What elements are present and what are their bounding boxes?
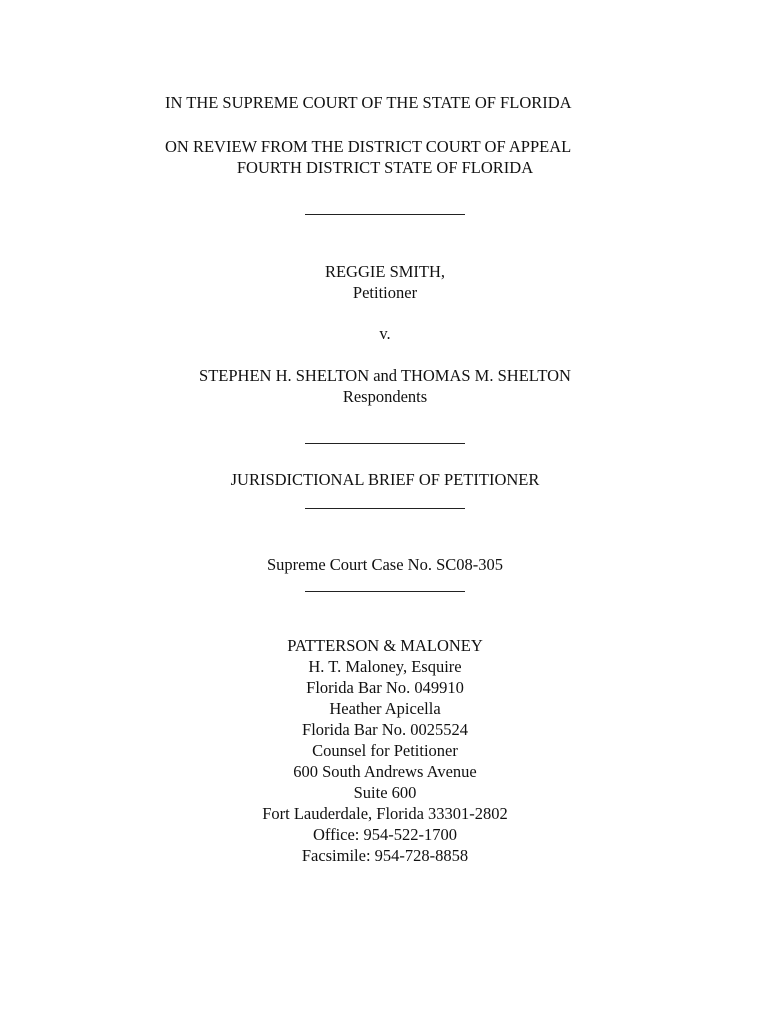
review-line-2: FOURTH DISTRICT STATE OF FLORIDA xyxy=(236,158,534,177)
counsel-line: H. T. Maloney, Esquire xyxy=(308,657,462,676)
versus-label: v. xyxy=(379,324,391,343)
counsel-line: Heather Apicella xyxy=(329,699,441,718)
counsel-firm: PATTERSON & MALONEY xyxy=(287,636,483,655)
counsel-line: 600 South Andrews Avenue xyxy=(293,762,477,781)
separator-rule-1 xyxy=(305,214,465,215)
separator-rule-3 xyxy=(305,508,465,509)
petitioner-role: Petitioner xyxy=(352,283,418,302)
counsel-line: Office: 954-522-1700 xyxy=(312,825,458,844)
respondent-role: Respondents xyxy=(342,387,428,406)
counsel-line: Fort Lauderdale, Florida 33301-2802 xyxy=(262,804,508,823)
counsel-line: Suite 600 xyxy=(353,783,417,802)
petitioner-name: REGGIE SMITH, xyxy=(324,262,446,281)
court-title: IN THE SUPREME COURT OF THE STATE OF FLORIDA xyxy=(165,93,572,112)
review-line-1: ON REVIEW FROM THE DISTRICT COURT OF APPEAL xyxy=(165,137,572,156)
case-number: Supreme Court Case No. SC08-305 xyxy=(266,555,504,574)
separator-rule-4 xyxy=(305,591,465,592)
separator-rule-2 xyxy=(305,443,465,444)
counsel-line: Facsimile: 954-728-8858 xyxy=(301,846,469,865)
counsel-line: Florida Bar No. 049910 xyxy=(306,678,464,697)
counsel-line: Counsel for Petitioner xyxy=(312,741,458,760)
respondent-names: STEPHEN H. SHELTON and THOMAS M. SHELTON xyxy=(199,366,571,385)
counsel-line: Florida Bar No. 0025524 xyxy=(302,720,468,739)
brief-title: JURISDICTIONAL BRIEF OF PETITIONER xyxy=(230,470,540,489)
